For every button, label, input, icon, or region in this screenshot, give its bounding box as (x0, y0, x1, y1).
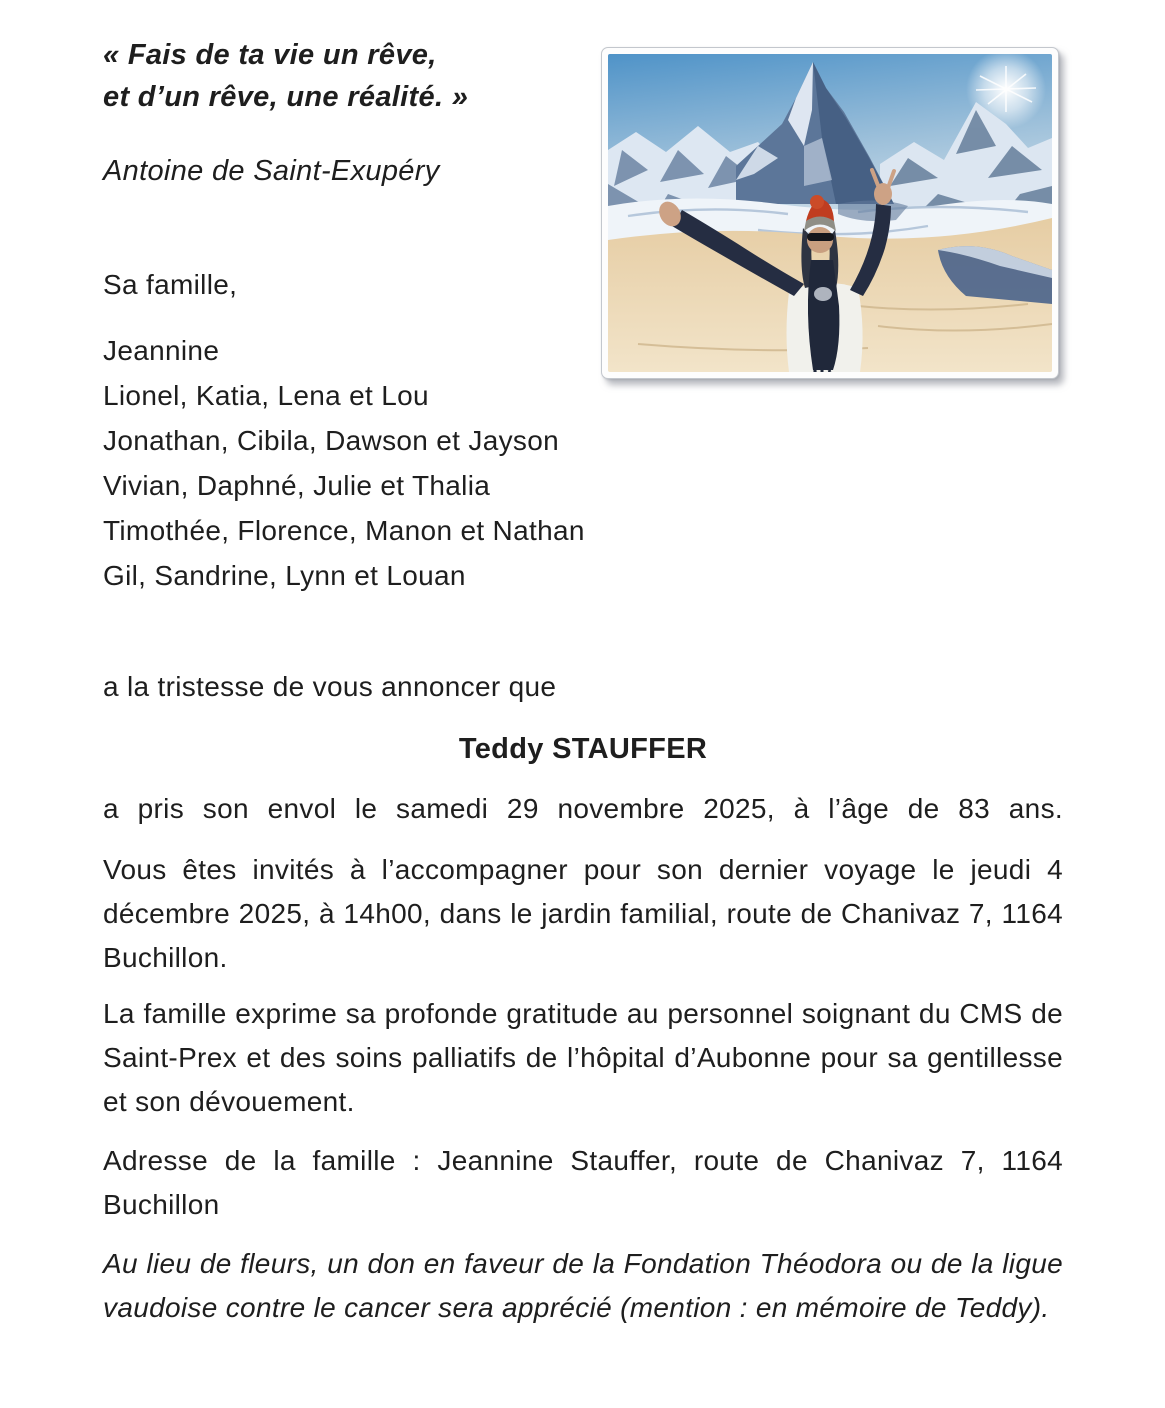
quote-line-1: « Fais de ta vie un rêve, (103, 39, 437, 71)
family-intro: Sa famille, (103, 269, 238, 300)
obituary-content (103, 34, 1063, 1330)
quote-line-2: et d’un rêve, une réalité. » (103, 81, 469, 113)
quote (103, 34, 1063, 118)
family-list (103, 328, 1063, 598)
paragraph-address: Adresse de la famille : Jeannine Stauffer, route de Chanivaz 7, 1164 Buchillon (103, 1145, 1063, 1220)
family-line: Lionel, Katia, Lena et Lou (103, 380, 429, 411)
paragraph-donation: Au lieu de fleurs, un don en faveur de la Fondation Théodora ou de la ligue vaudoise contre le cancer sera apprécié (mention : en mémoire de Teddy). (103, 1248, 1063, 1323)
family-line: Gil, Sandrine, Lynn et Louan (103, 560, 466, 591)
announcement-intro: a la tristesse de vous annoncer que (103, 671, 557, 702)
family-line: Vivian, Daphné, Julie et Thalia (103, 470, 491, 501)
paragraph-gratitude: La famille exprime sa profonde gratitude au personnel soignant du CMS de Saint-Prex et des soins palliatifs de l’hôpital d’Aubonne pour sa gentillesse et son dévouement. (103, 998, 1063, 1117)
deceased-name: Teddy STAUFFER (458, 733, 708, 765)
paragraph-ceremony: Vous êtes invités à l’accompagner pour son dernier voyage le jeudi 4 décembre 2025, à 14h00, dans le jardin familial, route de Chanivaz 7, 1164 Buchillon. (103, 854, 1063, 973)
family-line: Jonathan, Cibila, Dawson et Jayson (103, 425, 560, 456)
passing-line: a pris son envol le samedi 29 novembre 2025, à l’âge de 83 ans. (103, 793, 1063, 824)
family-line: Jeannine (103, 335, 220, 366)
family-line: Timothée, Florence, Manon et Nathan (103, 515, 585, 546)
quote-author: Antoine de Saint-Exupéry (103, 155, 440, 187)
